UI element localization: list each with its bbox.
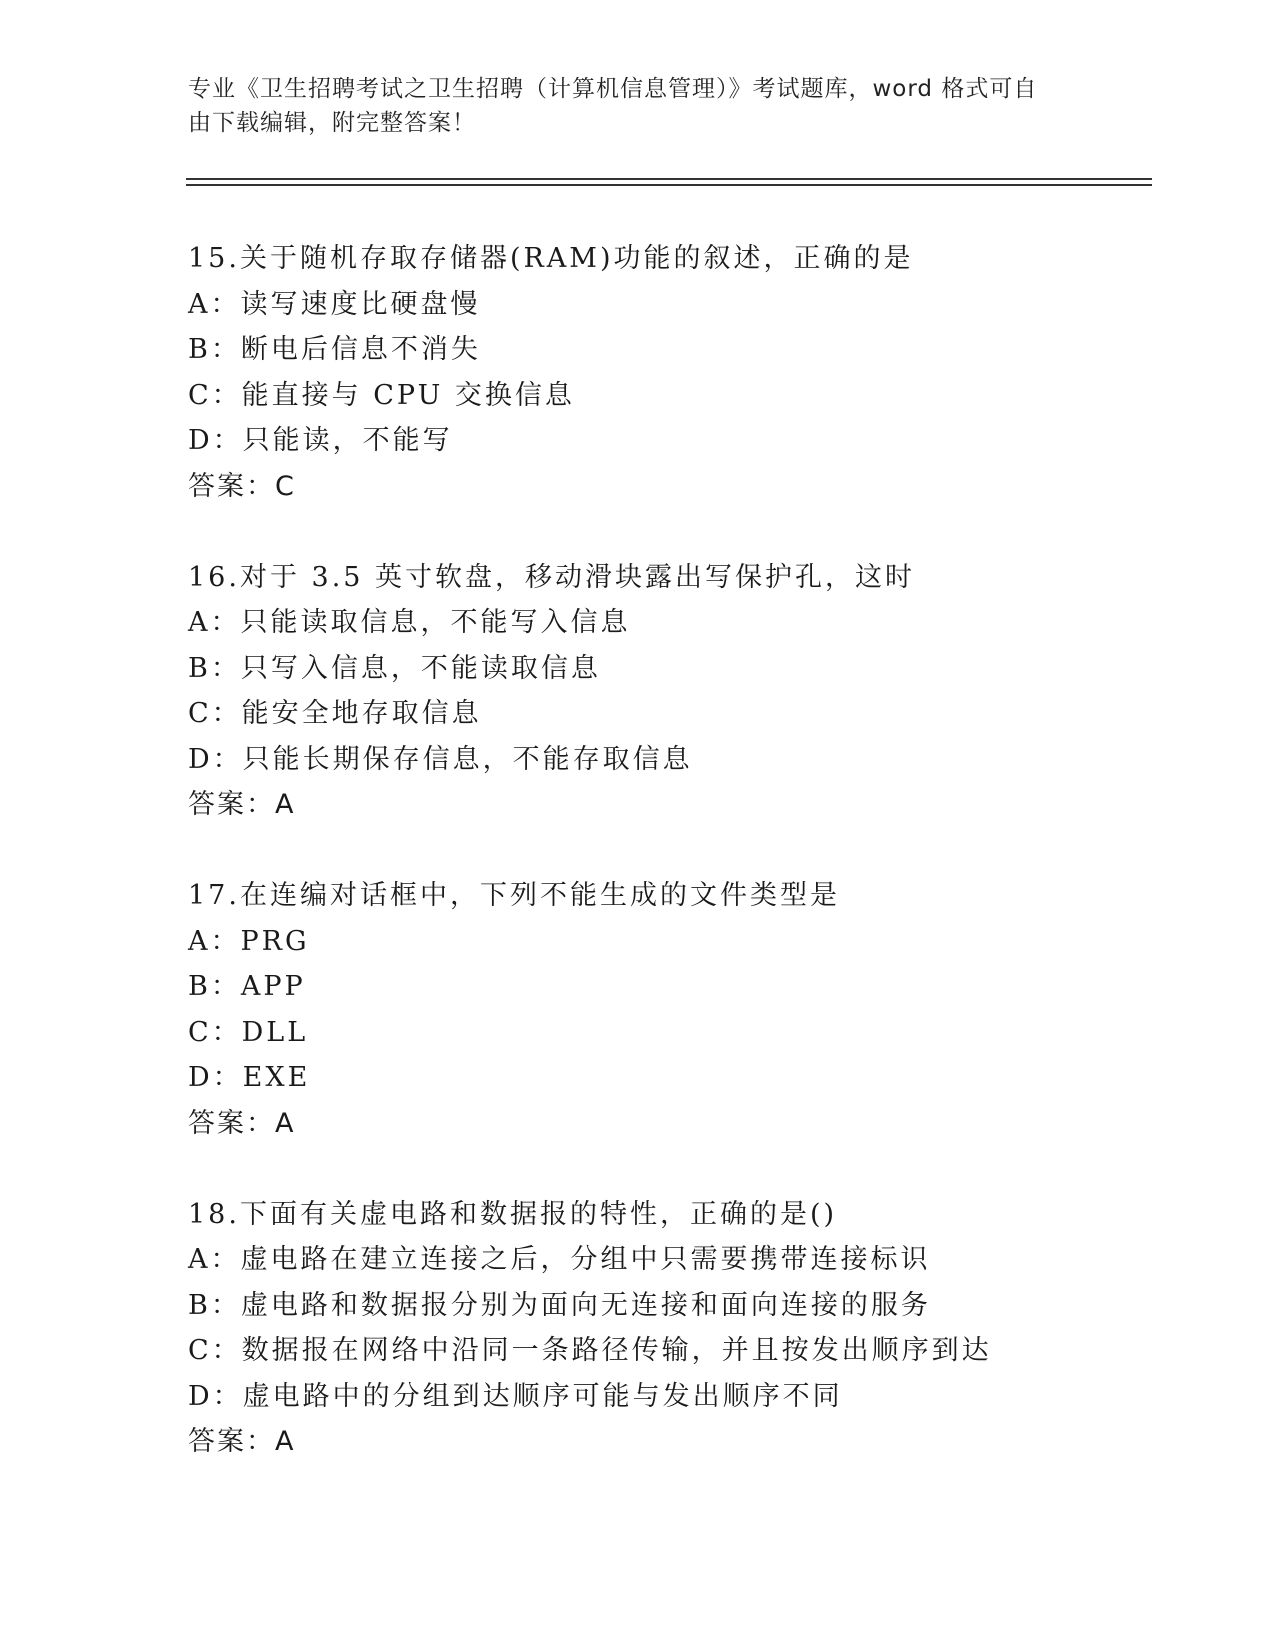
option-d: D：EXE	[188, 1062, 311, 1093]
header-line-2: 由下载编辑，附完整答案！	[188, 110, 476, 136]
option-b: B：断电后信息不消失	[188, 334, 481, 365]
option-d: D：虚电路中的分组到达顺序可能与发出顺序不同	[188, 1380, 843, 1412]
question-16	[188, 555, 1148, 874]
header-line-1: 专业《卫生招聘考试之卫生招聘（计算机信息管理）》考试题库，word 格式可自	[188, 76, 1038, 102]
question-17	[188, 873, 1148, 1192]
option-a: A：PRG	[188, 925, 310, 957]
option-c: C：数据报在网络中沿同一条路径传输，并且按发出顺序到达	[188, 1335, 992, 1366]
header-divider-bottom	[186, 184, 1152, 186]
question-stem: 17.在连编对话框中，下列不能生成的文件类型是	[188, 880, 840, 911]
option-a: A：虚电路在建立连接之后，分组中只需要携带连接标识	[188, 1244, 931, 1275]
document-header	[188, 72, 1088, 140]
question-18	[188, 1192, 1148, 1466]
option-c: C：能安全地存取信息	[188, 698, 482, 729]
question-stem: 18.下面有关虚电路和数据报的特性，正确的是()	[188, 1198, 838, 1230]
option-b: B：虚电路和数据报分别为面向无连接和面向连接的服务	[188, 1289, 931, 1321]
option-a: A：只能读取信息，不能写入信息	[188, 607, 631, 638]
question-stem: 16.对于 3.5 英寸软盘，移动滑块露出写保护孔，这时	[188, 561, 916, 593]
option-d: D：只能长期保存信息，不能存取信息	[188, 743, 693, 775]
answer-line: 答案：A	[188, 1426, 296, 1457]
answer-line: 答案：A	[188, 1107, 296, 1139]
option-c: C：能直接与 CPU 交换信息	[188, 379, 575, 411]
answer-line: 答案：A	[188, 789, 296, 820]
option-b: B：APP	[188, 971, 306, 1002]
option-a: A：读写速度比硬盘慢	[188, 288, 481, 320]
question-stem: 15.关于随机存取存储器(RAM)功能的叙述，正确的是	[188, 243, 914, 274]
question-15	[188, 236, 1148, 555]
option-b: B：只写入信息，不能读取信息	[188, 652, 601, 684]
option-c: C：DLL	[188, 1016, 309, 1048]
question-spacer	[188, 828, 1148, 873]
question-spacer	[188, 510, 1148, 555]
answer-line: 答案：C	[188, 470, 296, 502]
header-divider-top	[186, 178, 1152, 180]
option-d: D：只能读，不能写	[188, 425, 453, 456]
question-spacer	[188, 1147, 1148, 1192]
question-list	[188, 236, 1148, 1465]
